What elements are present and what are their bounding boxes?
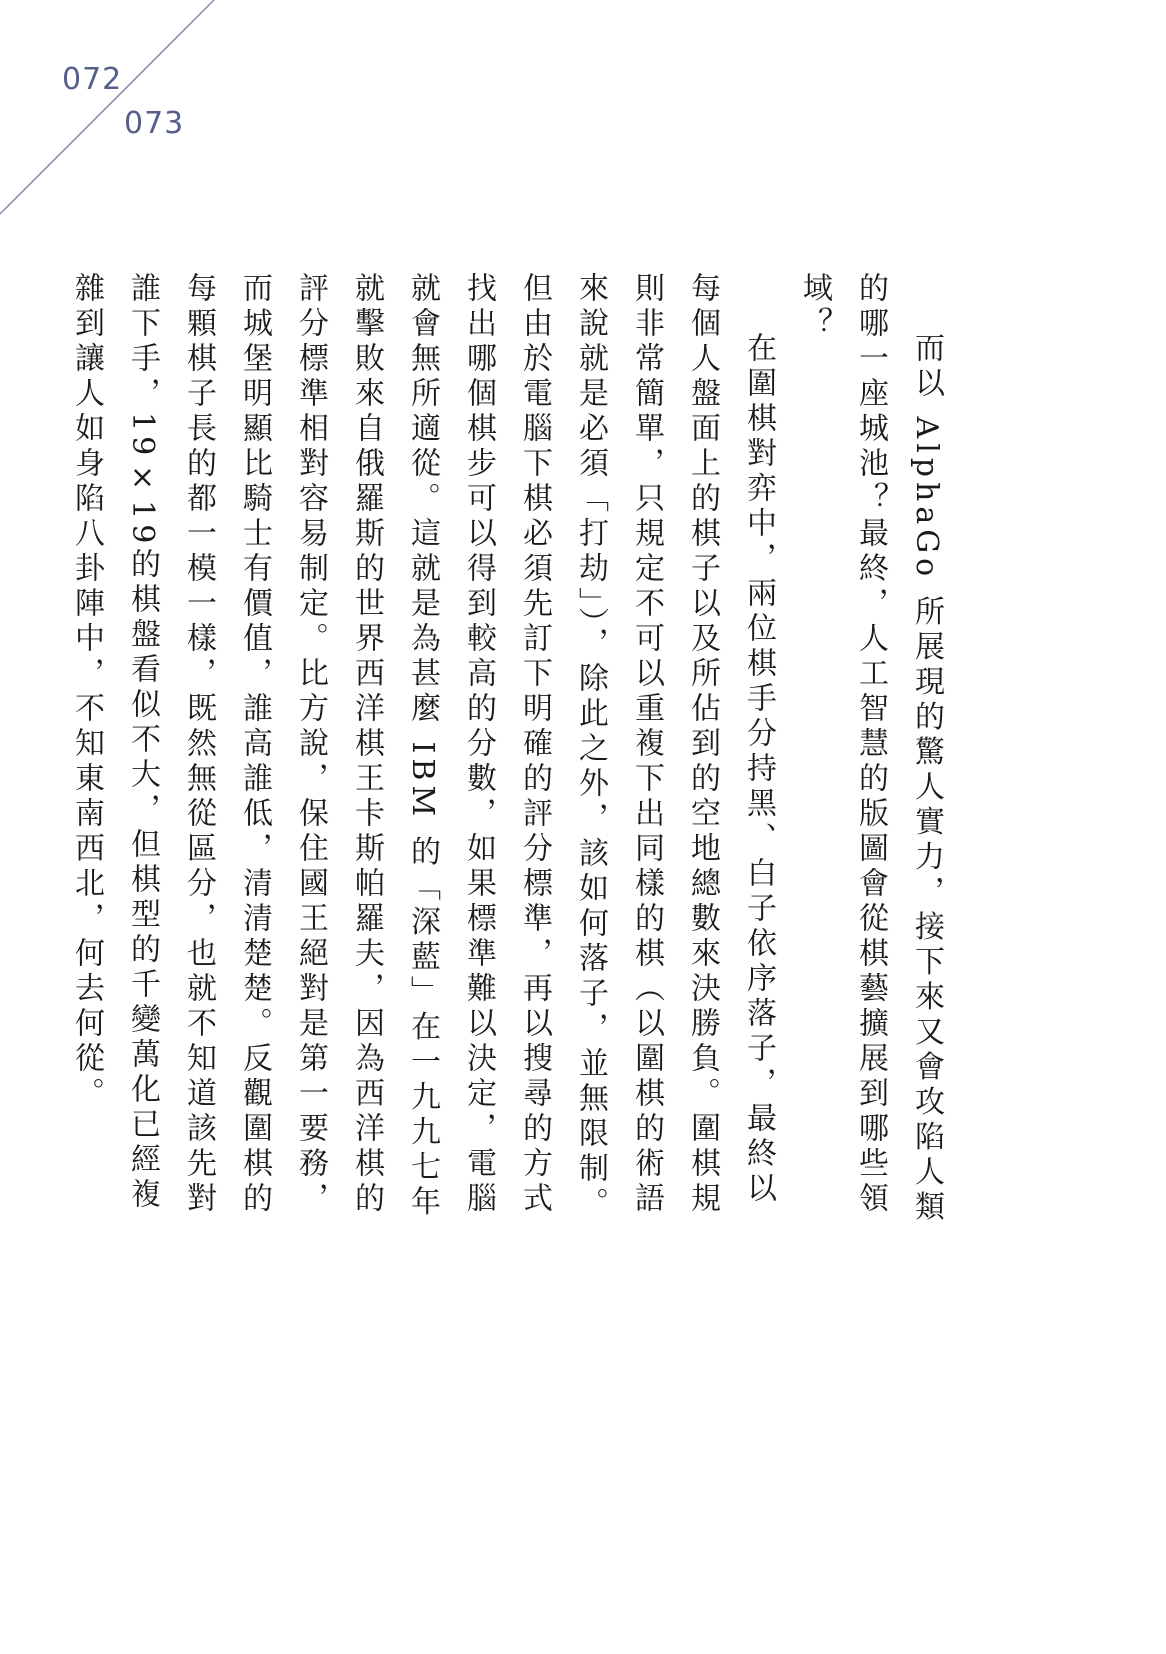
paragraph-2: 在圍棋對弈中，兩位棋手分持黑、白子依序落子，最終以每個人盤面上的棋子以及所佔到的空地總數來決勝負。圍棋規則非常簡單，只規定不可以重複下出同樣的棋（以圍棋的術語來說就是必須「打劫」），除此之外，該如何落子，並無限制。但由於電腦下棋必須先訂下明確的評分標準，再以搜尋的方式找出哪個棋步可以得到較高的分數，如果標準難以決定，電腦就會無所適從。這就是為甚麼 IBM 的「深藍」在一九九七年就擊敗來自俄羅斯的世界西洋棋王卡斯帕羅夫，因為西洋棋的評分標準相對容易制定。比方說，保住國王絕對是第一要務，而城堡明顯比騎士有價值，誰高誰低，清清楚楚。反觀圍棋的每顆棋子長的都一模一樣，既然無從區分，也就不知道該先對誰下手，19×19的棋盤看似不大，但棋型的千變萬化已經複雜到讓人如身陷八卦陣中，不知東南西北，何去何從。 (69, 272, 776, 1222)
vertical-body-text (2, 272, 954, 1232)
paragraph-1: 而以 AlphaGo 所展現的驚人實力，接下來又會攻陷人類的哪一座城池？最終，人工智慧的版圖會從棋藝擴展到哪些領域？ (797, 272, 944, 1226)
left-page-number: 072 (62, 62, 123, 97)
right-page-number: 073 (124, 106, 185, 141)
